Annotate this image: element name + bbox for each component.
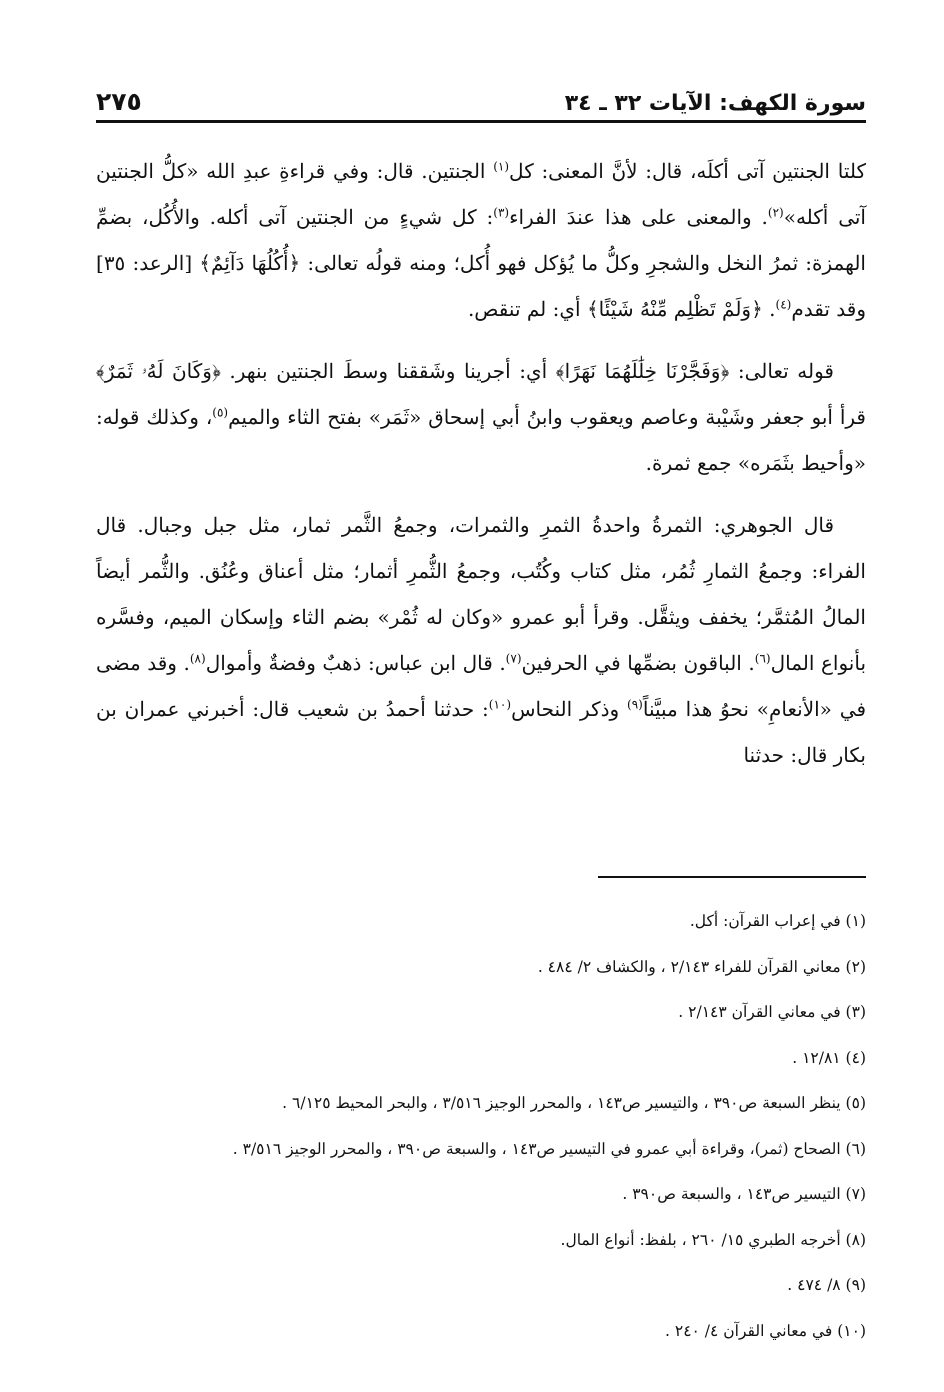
footnote: (٥) ينظر السبعة ص٣٩٠ ، والتيسير ص١٤٣ ، والمحرر الوجيز ٣/٥١٦ ، والبحر المحيط ٦/١٢٥ . xyxy=(282,1094,866,1112)
footnote: (٨) أخرجه الطبري ١٥/ ٢٦٠ ، بلفظ: أنواع المال. xyxy=(560,1230,866,1249)
footnote-ref: (٩) xyxy=(627,697,643,712)
text-run: . الباقون بضمِّها في الحرفين xyxy=(521,651,755,675)
text-run: . ﴿وَلَمْ تَظْلِم مِّنْهُ شَيْئًا﴾ أي: لم تنقص. xyxy=(467,297,776,321)
surah-title: سورة الكهف: الآيات ٣٢ ـ ٣٤ xyxy=(564,91,866,116)
footnote-ref: (١) xyxy=(493,159,510,174)
footnote: (٤) ١٢/٨١ . xyxy=(792,1048,866,1067)
paragraph xyxy=(96,148,866,332)
footnote-ref: (٤) xyxy=(775,297,792,312)
footnote-ref: (٦) xyxy=(754,651,771,666)
footnote-ref: (٢) xyxy=(767,205,784,220)
footnote: (١٠) في معاني القرآن ٤/ ٢٤٠ . xyxy=(665,1321,866,1340)
footnote: (٢) معاني القرآن للفراء ٢/١٤٣ ، والكشاف ٢/ ٤٨٤ . xyxy=(537,957,866,976)
text-run: : كل شيءٍ من الجنتين آتى أكله. والأُكُل، بضمِّ الهمزة: ثمرُ النخل والشجرِ وكلُّ ما يُؤكل فهو أُكل؛ ومنه قولُه تعالى: ﴿أُكُلُهَا دَآئِمٌ﴾ [الرعد: ٣٥] وقد تقدم xyxy=(96,205,866,321)
text-run: . وقد مضى في «الأنعامِ» نحوُ هذا مبيَّناً xyxy=(96,651,866,721)
paragraph xyxy=(96,502,866,778)
footnote: (٧) التيسير ص١٤٣ ، والسبعة ص٣٩٠ . xyxy=(622,1185,866,1203)
main-text xyxy=(96,148,866,794)
text-run: . قال ابن عباس: ذهبٌ وفضةٌ وأموال xyxy=(205,651,506,675)
text-run: . والمعنى على هذا عندَ الفراء xyxy=(509,205,768,229)
footnote-ref: (٣) xyxy=(493,205,510,220)
footnotes-list xyxy=(96,910,866,1365)
footnote-ref: (٥) xyxy=(212,405,229,420)
page-number: ٢٧٥ xyxy=(96,87,142,116)
text-run: قوله تعالى: ﴿وَفَجَّرْنَا خِلَٰلَهُمَا نَهَرًا﴾ أي: أجرينا وشَققنا وسطَ الجنتين بنهر. ﴿وَكَانَ لَهُۥ ثَمَرٌ﴾ قرأ أبو جعفر وشَيْبة وعاصم ويعقوب وابنُ أبي إسحاق «ثَمَر» بفتح الثاء والميم xyxy=(96,359,866,429)
text-run: الجنتين. قال: وفي قراءةِ عبدِ الله «كلُّ الجنتين آتى أكله» xyxy=(96,159,866,229)
text-run: قال الجوهري: الثمرةُ واحدةُ الثمرِ والثمرات، وجمعُ الثَّمر ثمار، مثل جبل وجبال. قال الفراء: وجمعُ الثمارِ ثُمُر، مثل كتاب وكُتُب، وجمعُ الثُّمرِ أثمار؛ مثل أعناق وعُنُق. والثُّمر أيضاً المالُ المُثمَّر؛ يخفف ويثقَّل. وقرأ أبو عمرو «وكان له ثُمْر» بضم الثاء وإسكان الميم، وفسَّره بأنواع المال xyxy=(96,513,867,675)
footnote-divider xyxy=(598,876,866,878)
footnote: (٩) ٨/ ٤٧٤ . xyxy=(787,1276,866,1294)
footnote-ref: (٨) xyxy=(189,651,206,666)
footnote: (٣) في معاني القرآن ٢/١٤٣ . xyxy=(678,1003,866,1021)
footnote: (١) في إعراب القرآن: أكل. xyxy=(689,912,866,930)
text-run: ، وكذلك قوله: «وأحيط بثَمَره» جمع ثمرة. xyxy=(96,405,866,475)
footnote-ref: (٧) xyxy=(505,651,522,666)
paragraph xyxy=(96,348,866,486)
text-run: : حدثنا أحمدُ بن شعيب قال: أخبرني عمران بن بكار قال: حدثنا xyxy=(96,697,866,767)
text-run: وذكر النحاس xyxy=(511,697,628,721)
page-header xyxy=(96,78,866,123)
footnote: (٦) الصحاح (ثمر)، وقراءة أبي عمرو في التيسير ص١٤٣ ، والسبعة ص٣٩٠ ، والمحرر الوجيز ٣/٥١٦ . xyxy=(232,1139,866,1158)
text-run: كلتا الجنتين آتى أكلَه، قال: لأنَّ المعنى: كل xyxy=(509,159,866,183)
footnote-ref: (١٠) xyxy=(488,697,512,712)
